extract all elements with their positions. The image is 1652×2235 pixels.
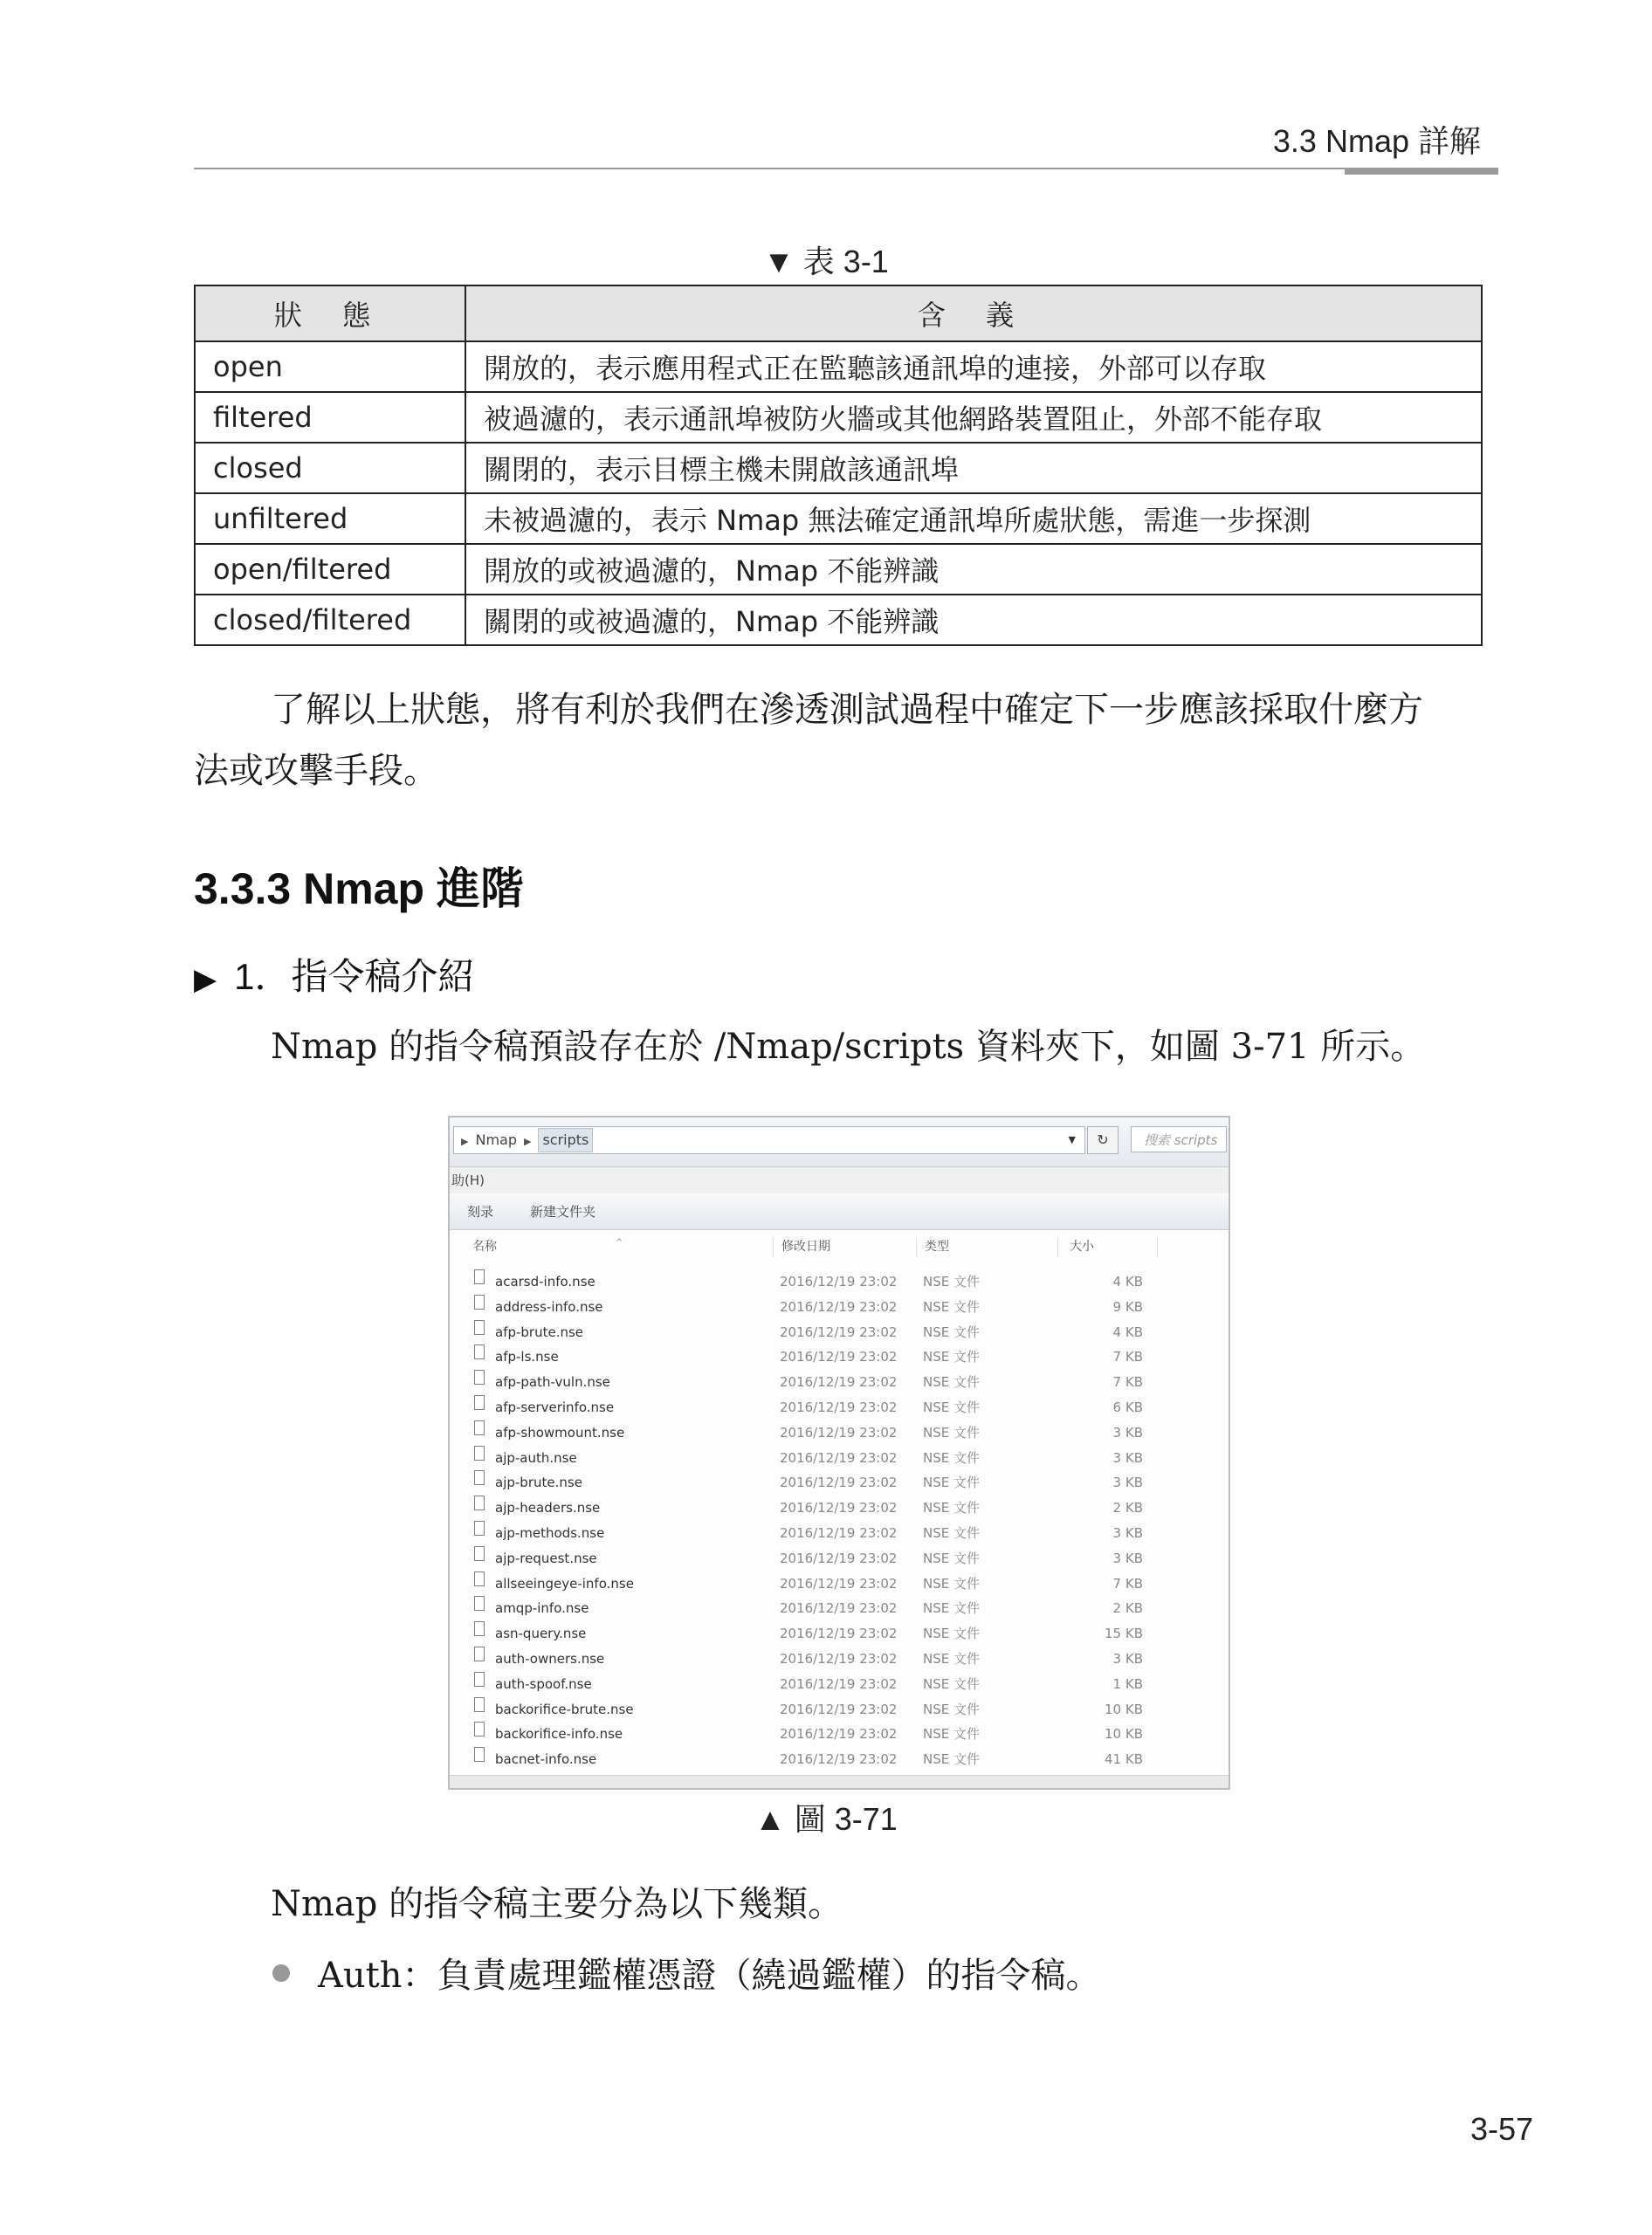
intro-line-2: 法或攻擊手段。 [194,751,438,791]
file-size: 2 KB [1112,1600,1143,1617]
file-icon [474,1621,485,1636]
file-name: backorifice-brute.nse [495,1701,634,1717]
search-input[interactable]: 搜索 scripts [1131,1126,1227,1152]
file-date: 2016/12/19 23:02 [780,1701,898,1717]
file-name: bacnet-info.nse [495,1751,597,1768]
file-type: NSE 文件 [923,1650,980,1667]
file-icon [474,1446,485,1461]
file-date: 2016/12/19 23:02 [780,1449,898,1466]
file-row[interactable] [450,1370,1229,1395]
file-name: afp-serverinfo.nse [495,1399,615,1415]
file-date: 2016/12/19 23:02 [780,1399,898,1415]
state-cell: unfiltered [195,493,465,544]
file-date: 2016/12/19 23:02 [780,1575,898,1592]
explorer-screenshot [448,1116,1230,1790]
file-icon [474,1722,485,1736]
file-row[interactable] [450,1446,1229,1471]
file-icon [474,1647,485,1661]
file-date: 2016/12/19 23:02 [780,1374,898,1391]
file-size: 7 KB [1112,1349,1143,1365]
file-name: ajp-methods.nse [495,1524,605,1541]
column-divider[interactable] [916,1238,917,1257]
file-size: 7 KB [1112,1575,1143,1592]
file-size: 2 KB [1112,1500,1143,1516]
column-header-state: 狀 態 [195,285,465,341]
file-row[interactable] [450,1395,1229,1420]
file-name: amqp-info.nse [495,1600,589,1617]
file-icon [474,1295,485,1310]
file-icon [474,1596,485,1611]
subsection-heading [194,948,475,1001]
bullet-icon [272,1964,290,1982]
file-size: 41 KB [1105,1751,1143,1768]
table-row [195,341,1482,392]
file-row[interactable] [450,1269,1229,1295]
file-type: NSE 文件 [923,1550,980,1566]
file-name: address-info.nse [495,1298,603,1315]
table-row [195,443,1482,493]
file-name: backorifice-info.nse [495,1726,623,1743]
file-icon [474,1344,485,1359]
dropdown-arrow-icon[interactable]: ▼ [1068,1134,1076,1145]
state-cell: open/filtered [195,544,465,595]
file-size: 1 KB [1112,1675,1143,1692]
subsection-title: 1．指令稿介紹 [234,956,475,997]
file-type: NSE 文件 [923,1274,980,1289]
address-bar[interactable] [453,1126,1085,1154]
file-row[interactable] [450,1697,1229,1723]
breadcrumb-arrow-icon: ▶ [523,1136,532,1147]
file-icon [474,1420,485,1435]
file-size: 4 KB [1112,1324,1143,1340]
file-type: NSE 文件 [923,1374,980,1391]
file-date: 2016/12/19 23:02 [780,1475,898,1491]
file-type: NSE 文件 [923,1726,980,1743]
state-cell: closed [195,443,465,493]
file-type: NSE 文件 [923,1701,980,1717]
file-row[interactable] [450,1496,1229,1521]
column-divider[interactable] [1157,1238,1158,1257]
file-size: 3 KB [1112,1449,1143,1466]
file-row[interactable] [450,1596,1229,1621]
file-list [450,1269,1229,1772]
file-row[interactable] [450,1320,1229,1345]
file-type: NSE 文件 [923,1349,980,1365]
file-row[interactable] [450,1546,1229,1571]
section-heading: 3.3.3 Nmap 進階 [194,864,524,913]
file-row[interactable] [450,1621,1229,1647]
file-row[interactable] [450,1420,1229,1446]
file-name: ajp-headers.nse [495,1500,601,1516]
file-type: NSE 文件 [923,1575,980,1592]
port-state-table [194,285,1483,646]
file-size: 9 KB [1112,1298,1143,1315]
column-divider[interactable] [773,1238,774,1257]
table-row [195,493,1482,544]
file-row[interactable] [450,1521,1229,1546]
file-icon [474,1546,485,1561]
file-row[interactable] [450,1344,1229,1370]
sort-arrow-icon: ^ [616,1238,623,1248]
meaning-cell: 關閉的或被過濾的，Nmap 不能辨識 [465,595,1482,645]
file-date: 2016/12/19 23:02 [780,1726,898,1743]
file-date: 2016/12/19 23:02 [780,1675,898,1692]
file-name: afp-path-vuln.nse [495,1374,610,1391]
file-date: 2016/12/19 23:02 [780,1751,898,1768]
file-name: afp-brute.nse [495,1324,584,1340]
address-bar-area [450,1118,1229,1167]
column-date[interactable]: 修改日期 [781,1240,830,1254]
file-name: acarsd-info.nse [495,1274,595,1289]
meaning-cell: 關閉的，表示目標主機未開啟該通訊埠 [465,443,1482,493]
state-cell: open [195,341,465,392]
figure-caption: ▲ 圖 3-71 [754,1801,898,1837]
file-type: NSE 文件 [923,1751,980,1768]
intro-line-1: 了解以上狀態，將有利於我們在滲透測試過程中確定下一步應該採取什麼方 [271,690,1423,730]
file-size: 10 KB [1105,1701,1143,1717]
file-row[interactable] [450,1747,1229,1772]
bullet-auth: Auth：負責處理鑑權憑證（繞過鑑權）的指令稿。 [318,1956,1101,1996]
table-caption: ▼ 表 3-1 [763,244,889,279]
file-name: afp-ls.nse [495,1349,559,1365]
intro-paragraph [194,679,1483,801]
table-row [195,392,1482,443]
file-size: 10 KB [1105,1726,1143,1743]
section-header-title: 3.3 Nmap 詳解 [1272,123,1481,159]
refresh-icon[interactable]: ↻ [1087,1126,1119,1154]
meaning-cell: 未被過濾的，表示 Nmap 無法確定通訊埠所處狀態，需進一步探測 [465,493,1482,544]
file-row[interactable] [450,1672,1229,1697]
file-date: 2016/12/19 23:02 [780,1298,898,1315]
file-size: 3 KB [1112,1475,1143,1491]
file-name: auth-owners.nse [495,1650,605,1667]
file-date: 2016/12/19 23:02 [780,1274,898,1289]
column-divider[interactable] [1057,1238,1058,1257]
file-size: 7 KB [1112,1374,1143,1391]
file-date: 2016/12/19 23:02 [780,1524,898,1541]
file-icon [474,1521,485,1536]
file-type: NSE 文件 [923,1298,980,1315]
file-type: NSE 文件 [923,1524,980,1541]
file-name: auth-spoof.nse [495,1675,592,1692]
categories-paragraph: Nmap 的指令稿主要分為以下幾類。 [271,1884,843,1924]
file-row[interactable] [450,1722,1229,1747]
file-name: ajp-request.nse [495,1550,597,1566]
file-name: afp-showmount.nse [495,1424,625,1441]
file-date: 2016/12/19 23:02 [780,1600,898,1617]
file-icon [474,1370,485,1385]
scripts-paragraph: Nmap 的指令稿預設存在於 /Nmap/scripts 資料夾下，如圖 3-71 所示。 [271,1027,1426,1067]
header-accent-bar [1345,168,1498,175]
state-cell: closed/filtered [195,595,465,645]
file-date: 2016/12/19 23:02 [780,1424,898,1441]
file-type: NSE 文件 [923,1626,980,1642]
file-row[interactable] [450,1470,1229,1496]
file-icon [474,1747,485,1762]
breadcrumb-arrow-icon: ▶ [461,1136,469,1147]
breadcrumb-scripts[interactable]: scripts [538,1128,593,1152]
file-icon [474,1470,485,1485]
table-row [195,595,1482,645]
running-header [194,115,1498,169]
file-type: NSE 文件 [923,1500,980,1516]
file-icon [474,1571,485,1586]
file-date: 2016/12/19 23:02 [780,1349,898,1365]
table-body [195,341,1482,645]
file-icon [474,1320,485,1335]
menu-help[interactable]: 助(H) [451,1173,485,1188]
file-size: 3 KB [1112,1550,1143,1566]
file-size: 3 KB [1112,1524,1143,1541]
meaning-cell: 被過濾的，表示通訊埠被防火牆或其他網路裝置阻止，外部不能存取 [465,392,1482,443]
file-icon [474,1697,485,1712]
file-size: 6 KB [1112,1399,1143,1415]
file-date: 2016/12/19 23:02 [780,1500,898,1516]
column-header-meaning: 含 義 [465,285,1482,341]
triangle-marker-icon: ▶ [194,963,217,996]
horizontal-scrollbar[interactable] [450,1775,1229,1788]
file-date: 2016/12/19 23:02 [780,1324,898,1340]
file-size: 15 KB [1105,1626,1143,1642]
file-icon [474,1496,485,1510]
new-folder-button[interactable]: 新建文件夹 [530,1204,596,1220]
file-date: 2016/12/19 23:02 [780,1650,898,1667]
column-type[interactable]: 类型 [925,1240,949,1254]
column-headers [450,1231,1229,1262]
menu-bar [450,1167,1230,1193]
meaning-cell: 開放的或被過濾的，Nmap 不能辨識 [465,544,1482,595]
column-size[interactable]: 大小 [1070,1240,1094,1254]
file-row[interactable] [450,1295,1229,1320]
file-type: NSE 文件 [923,1424,980,1441]
file-row[interactable] [450,1647,1229,1672]
file-name: ajp-auth.nse [495,1449,577,1466]
file-name: ajp-brute.nse [495,1475,582,1491]
page-number: 3-57 [1470,2111,1533,2147]
burn-button[interactable]: 刻录 [467,1204,494,1220]
breadcrumb-nmap[interactable]: Nmap [475,1131,517,1148]
file-name: allseeingeye-info.nse [495,1575,634,1592]
file-type: NSE 文件 [923,1399,980,1415]
file-type: NSE 文件 [923,1324,980,1340]
file-icon [474,1269,485,1284]
file-size: 4 KB [1112,1274,1143,1289]
file-name: asn-query.nse [495,1626,587,1642]
table-row [195,544,1482,595]
file-date: 2016/12/19 23:02 [780,1550,898,1566]
file-type: NSE 文件 [923,1600,980,1617]
file-type: NSE 文件 [923,1475,980,1491]
file-icon [474,1672,485,1687]
file-type: NSE 文件 [923,1675,980,1692]
file-icon [474,1395,485,1410]
file-size: 3 KB [1112,1650,1143,1667]
file-date: 2016/12/19 23:02 [780,1626,898,1642]
file-type: NSE 文件 [923,1449,980,1466]
table-header-row [195,285,1482,341]
file-size: 3 KB [1112,1424,1143,1441]
file-row[interactable] [450,1571,1229,1597]
state-cell: filtered [195,392,465,443]
toolbar [450,1194,1229,1230]
column-name[interactable]: 名称 [472,1240,497,1254]
meaning-cell: 開放的，表示應用程式正在監聽該通訊埠的連接，外部可以存取 [465,341,1482,392]
